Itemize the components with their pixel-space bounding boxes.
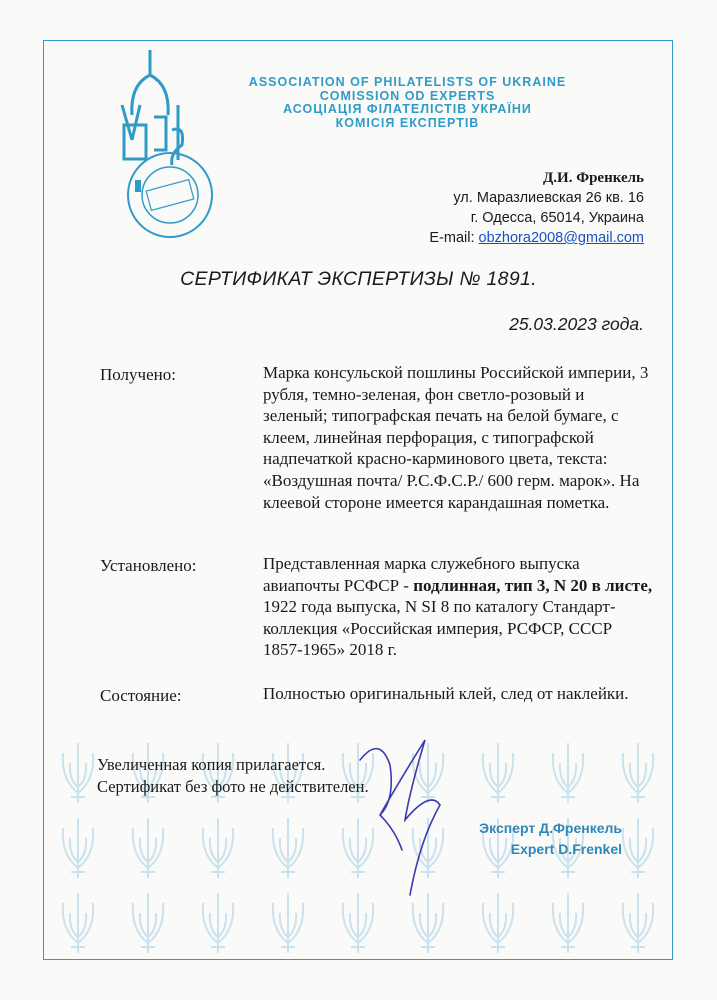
received-label: Получено: [100, 365, 176, 384]
certificate-title: СЕРТИФИКАТ ЭКСПЕРТИЗЫ № 1891. [180, 268, 537, 290]
assoc-name-en: ASSOCIATION OF PHILATELISTS OF UKRAINE [248, 75, 567, 89]
commission-name-en: COMISSION OD EXPERTS [319, 88, 496, 103]
email-label: E-mail: [429, 230, 475, 246]
expert-stamp-ru: Эксперт Д.Френкель [479, 820, 622, 836]
expert-stamp [479, 818, 622, 860]
established-pre: Представленная марка служебного выпуска авиапочты РСФСР - [263, 554, 580, 595]
commission-seal-icon [128, 153, 212, 237]
email-line [429, 228, 644, 248]
assoc-name-ua: АСОЦІАЦІЯ ФІЛАТЕЛІСТІВ УКРАЇНИ [283, 102, 532, 116]
expert-stamp-en: Expert D.Frenkel [510, 841, 622, 857]
established-bold: подлинная, тип 3, N 20 в листе, [413, 575, 653, 595]
copy-note: Увеличенная копия прилагается. [97, 755, 326, 774]
received-text: Марка консульской пошлины Российской империи, 3 рубля, темно-зеленая, фон светло-розовый и зеленый; типографская печать на белой бумаге, с клеем, линейная перфорация, с типографской надпечаткой красно-карминового цвета, текста: «Воздушная почта/ Р.С.Ф.С.Р./ 600 герм. марок». На клеевой стороне имеется карандашная пометка. [263, 363, 649, 512]
certificate-date: 25.03.2023 года. [509, 314, 644, 334]
association-header [200, 76, 615, 130]
photo-note: Сертификат без фото не действителен. [97, 777, 369, 796]
association-logo-icon [110, 45, 240, 240]
commission-name-ua: КОМІСІЯ ЕКСПЕРТІВ [335, 115, 480, 130]
established-text [263, 553, 653, 661]
email-link[interactable]: obzhora2008@gmail.com [478, 230, 644, 246]
condition-label: Состояние: [100, 686, 182, 705]
condition-text: Полностью оригинальный клей, след от наклейки. [263, 684, 629, 703]
address-line: ул. Маразлиевская 26 кв. 16 [453, 190, 644, 206]
established-post: 1922 года выпуска, N SI 8 по каталогу Стандарт-коллекция «Российская империя, РСФСР, СССР 1857-1965» 2018 г. [263, 597, 616, 660]
expert-name: Д.И. Френкель [542, 170, 644, 186]
established-label: Установлено: [100, 556, 197, 575]
handwritten-signature-icon [340, 720, 470, 910]
expert-contact-block [429, 168, 644, 248]
city-line: г. Одесса, 65014, Украина [470, 210, 644, 226]
